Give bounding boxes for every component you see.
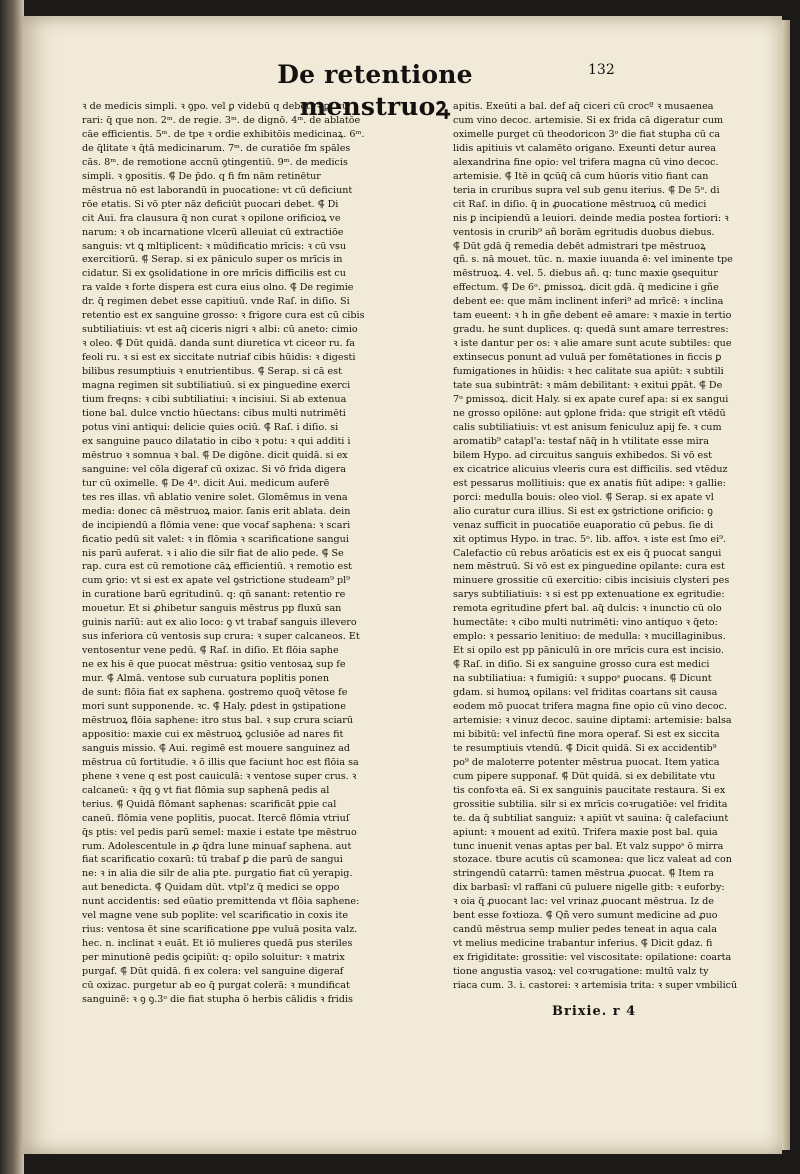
text-line: cū oxizac. purgetur ab eo q̃ purgat colerā: ꝛ mundificat xyxy=(82,980,350,992)
text-line: subtiliatiuis: vt est aq̃ ciceris nigri ꝛ albi: cū aneto: cimio xyxy=(82,324,358,336)
text-line: terius. ⸿ Quidā flōmant saphenas: scarificāt ꝑpie cal xyxy=(82,798,337,810)
text-line: cum pipere supponaf. ⸿ Dūt quidā. si ex debilitate vtu xyxy=(453,770,716,782)
text-line: dix barbasī: vl raffani cū puluere nigelle gitb: ꝛ euforby: xyxy=(453,882,725,894)
text-line: minuere grossitie cū exercitio: cibis incisiuis clysteri pes xyxy=(453,575,730,587)
text-line: stringendū catarrū: tamen mēstrua ꝓuocat. ⸿ Item ra xyxy=(453,868,715,880)
book-spine xyxy=(0,0,24,1174)
text-line: ne: ꝛ in alia die silr de alia pte. purgatio fiat cū yerapig. xyxy=(82,868,353,880)
text-line: stozace. tbure acutis cū scamonea: que licz valeat ad con xyxy=(453,854,732,866)
text-line: 7ᵒ ꝑmissoꝝ. dicit Haly. si ex apate curef apa: si ex sangui xyxy=(453,394,729,406)
text-line: ꝛ de medicis simpli. ꝛ ꝯpo. vel ꝑ videbū q debet: ꝛ ꝑt cu xyxy=(82,101,349,112)
text-line: dr. q̃ regimen debet esse capitiuū. vnde Raſ. in diſio. Si xyxy=(82,296,350,308)
text-line: bent esse foꝛtioza. ⸿ Qñ vero sumunt medicine ad ꝓuo xyxy=(453,910,718,922)
text-line: in curatione barū egritudinū. q: qn̄ sanant: retentio re xyxy=(82,589,346,601)
text-line: ex frigiditate: grossitie: vel viscositate: opilatione: coarta xyxy=(453,952,732,964)
text-line: est pessarus mollitiuis: que ex anatis fiūt adipe: ꝛ gallie: xyxy=(453,477,726,489)
text-line: simpli. ꝛ ꝯpositis. ⸿ De p̄do. q fi fm nām retinētur xyxy=(82,170,321,182)
text-line: fiat scarificatio coxarū: tū trabaf ꝑ die parū de sangui xyxy=(82,854,343,866)
text-line: te. da q̃ subtiliat sanguiz: ꝛ apiūt vt sauina: q̃ calefaciunt xyxy=(453,812,729,824)
text-line: retentio est ex sanguine grosso: ꝛ frigore cura est cū cibis xyxy=(82,310,365,322)
text-line: guinis narīū: aut ex alio loco: ꝯ vt trabaf sanguis illevero xyxy=(82,617,357,629)
text-line: ⸿ Raſ. in diſio. Si ex sanguine grosso cura est medici xyxy=(453,659,710,671)
text-line: vel magne vene sub poplite: vel scarificatio in coxis ite xyxy=(82,910,349,922)
text-line: nis parū auferat. ꝛ i alio die silr fiat de alio pede. ⸿ Se xyxy=(82,547,344,559)
text-line: sanguine: vel cōla digeraf cū oxizac. Si vō frida digera xyxy=(82,463,346,475)
text-line: potus vini antiqui: delicie quies ociū. ⸿ Raſ. i diſio. si xyxy=(82,421,339,433)
text-line: mur. ⸿ Almā. ventose sub curuatura poplitis ponen xyxy=(82,673,329,685)
folio-number: 132 xyxy=(588,62,615,78)
text-line: teria in cruribus supra vel sub genu iterius. ⸿ De 5ᵒ. di xyxy=(453,184,720,196)
text-line: fumigationes in hūidis: ꝛ hec calitate sua apiūt: ꝛ subtili xyxy=(453,366,724,378)
text-line: calcaneū: ꝛ q̃q ꝯ vt fiat flōmia sup saphenā pedis al xyxy=(82,784,330,796)
text-line: mēstruoꝝ flōia saphene: itro stus bal. ꝛ sup crura sciarū xyxy=(82,714,354,726)
text-line: tam eueent: ꝛ h in gñe debent eē amare: ꝛ maxie in tertio xyxy=(453,310,732,322)
text-line: tes res illas. vñ ablatio venire solet. Glomēmus in vena xyxy=(82,491,348,503)
text-line: rius: ventosa ēt sine scarificatione ꝑpe vuluā posita valz. xyxy=(82,924,358,936)
text-line: rap. cura est cū remotione cāꝝ efficientiū. ꝛ remotio est xyxy=(82,561,352,573)
text-line: ficatio pedū sit valet: ꝛ in flōmia ꝛ scarificatione sangui xyxy=(82,533,349,545)
text-line: feoli ru. ꝛ si est ex siccitate nutriaf cibis hūidis: ꝛ digesti xyxy=(82,352,356,364)
text-line: mēstruo ꝛ somnua ꝛ bal. ⸿ De digōne. dicit quidā. si ex xyxy=(82,449,348,461)
text-line: caneū. flōmia vene poplitis, puocat. Itercē flōmia vtriuſ xyxy=(82,812,350,824)
text-line: tis confoꝛta eā. Si ex sanguinis paucitate restaura. Si ex xyxy=(453,784,726,796)
text-line: humectāte: ꝛ cibo multi nutrimēti: vino antiquo ꝛ q̃eto: xyxy=(453,617,718,629)
text-line: tione angustia vasoꝝ: vel coꝛrugatione: multū valz ty xyxy=(453,966,709,978)
text-line: cās. 8ᵐ. de remotione accnū ꝯtingentiū. 9ᵐ. de medicis xyxy=(82,156,348,168)
text-line: sarys subtiliatiuis: ꝛ si est pp extenuatione ex egritudie: xyxy=(453,589,725,601)
text-line: purgaf. ⸿ Dūt quidā. fi ex colera: vel sanguine digeraf xyxy=(82,966,344,978)
text-line: mouetur. Et si ꝓhibetur sanguis mēstrus pp fluxū san xyxy=(82,603,342,615)
text-line: eodem mō puocat trifera magna fine opio cū vino decoc. xyxy=(453,700,728,712)
text-line: tione bal. dulce vnctio hūectans: cibus multi nutrimēti xyxy=(82,407,346,419)
text-line: mēstrua cū fortitudie. ꝛ ō illis que faciunt hoc est flōia sa xyxy=(82,756,359,768)
text-line: apiunt: ꝛ mouent ad exitū. Trifera maxie post bal. quia xyxy=(453,826,718,838)
text-line: calis subtiliatiuis: vt est anisum feniculuz apij fe. ꝛ cum xyxy=(453,421,722,433)
text-line: hec. n. inclinat ꝛ euāt. Et iō mulieres quedā pus steriles xyxy=(82,938,353,950)
text-line: riaca cum. 3. i. castorei: ꝛ artemisia trita: ꝛ super vmbilicū xyxy=(453,980,738,992)
text-line: de q̃litate ꝛ q̄tā medicinarum. 7ᵐ. de curatiōe fm spāles xyxy=(82,142,351,154)
text-line: ventosis in crurib⁹ añ borām egritudis duobus diebus. xyxy=(453,226,715,238)
text-line: tur cū oximelle. ⸿ De 4ᵒ. dicit Aui. medicum auferē xyxy=(82,477,330,489)
text-line: artemisie. ⸿ Itē in ꝗcūq̃ cā cum hūoris vitio fiant can xyxy=(453,170,709,182)
text-line: de incipiendū a flōmia vene: que vocaf saphena: ꝛ scari xyxy=(82,519,351,531)
text-line: sanguinē: ꝛ ꝯ ꝯ.3ᵒ die fiat stupha ō herbis cālidis ꝛ fridis xyxy=(82,994,353,1005)
text-line: effectum. ⸿ De 6ᵒ. ꝑmissoꝝ. dicit gdā. q̃ medicine i gñe xyxy=(453,282,719,294)
text-line: exercitiorū. ⸿ Serap. si ex pāniculo super os mrīcis in xyxy=(82,254,343,266)
text-line: venaz sufficit in puocatiōe euaporatio cū ꝑebus. ſie di xyxy=(453,519,714,531)
text-line: extinsecus ponunt ad vuluā per fomētationes in ficcis ꝑ xyxy=(453,352,722,364)
text-line: remota egritudine ꝑfert bal. aq̃ dulcis: ꝛ inunctio cū olo xyxy=(453,603,722,615)
text-line: po⁹ de maloterre potenter mēstrua puocat. Item yatica xyxy=(453,756,720,768)
text-line: mori sunt supponende. ꝛc. ⸿ Haly. ꝑdest in ꝯstipatione xyxy=(82,700,346,712)
text-line: sus inferiora cū ventosis sup crura: ꝛ super calcaneos. Et xyxy=(82,631,360,643)
text-line: bilem Hypo. ad circuitus sanguis exhibedos. Si vō est xyxy=(453,449,712,461)
text-line: appositio: maxie cui ex mēstruoꝝ ꝯclusiōe ad nares fit xyxy=(82,728,344,740)
text-line: apitis. Exeūti a bal. def aq̃ ciceri cū crocº ꝛ musaenea xyxy=(453,101,714,112)
text-line: gdam. si humoꝝ opilans: vel friditas coartans sit causa xyxy=(453,687,718,699)
text-line: tunc inuenit venas aptas per bal. Et valz suppoˢ ō mirra xyxy=(453,840,724,852)
text-line: vt melius medicine trabantur inferius. ⸿ Dicit gdaz. fi xyxy=(453,938,713,950)
text-line: mēstrua nō est laborandū in puocatione: vt cū deficiunt xyxy=(82,184,353,196)
text-line: mi bibitū: vel infectū fine mora operaf. Si est ex siccita xyxy=(453,728,720,740)
text-line: xit optimus Hypo. in trac. 5ᵒ. lib. affoꝛ. ꝛ iste est ſmo ei⁹. xyxy=(453,533,727,545)
signature-mark: Brixie. r 4 xyxy=(552,1004,637,1019)
text-line: ꝛ oleo. ⸿ Dūt quidā. danda sunt diuretica vt ciceor ru. fa xyxy=(82,338,356,350)
text-line: oximelle purget cū theodoricon 3ᵒ die fiat stupha cū ca xyxy=(453,128,721,140)
text-line: nem mēstruū. Si vō est ex pinguedine opilante: cura est xyxy=(453,561,725,573)
text-line: q̃s ptis: vel pedis parū semel: maxie i estate tpe mēstruo xyxy=(82,826,357,838)
text-line: mēstruoꝝ. 4. vel. 5. diebus añ. q: tunc maxie ꝯsequitur xyxy=(453,268,718,280)
text-line: Et si opilo est pp pāniculū in ore mrīcis cura est incisio. xyxy=(453,645,724,657)
text-line: tium freqns: ꝛ cibi subtiliatiui: ꝛ incisiui. Si ab extenua xyxy=(82,394,347,406)
text-line: ne ex his ē que puocat mēstrua: ꝯsitio ventosaꝝ sup fe xyxy=(82,659,346,671)
text-line: alexandrina fine opio: vel trifera magna cū vino decoc. xyxy=(453,156,719,168)
text-line: Calefactio cū rebus arōaticis est ex eis q̃ puocat sangui xyxy=(453,547,722,559)
text-line: rari: q̃ que non. 2ᵐ. de regie. 3ᵐ. de dignō. 4ᵐ. de ablatōe xyxy=(82,114,361,126)
text-line: media: donec cā mēstruoꝝ maior. ſanis erit ablata. dein xyxy=(82,505,351,517)
text-column-right xyxy=(453,100,798,993)
text-line: cidatur. Si ex ꝯsolidatione in ore mrīcis difficilis est cu xyxy=(82,268,346,280)
text-line: ne grosso opilōne: aut ꝯplone frida: que strigit eſt vtēdū xyxy=(453,407,726,419)
text-line: ex sanguine pauco dilatatio in cibo ꝛ potu: ꝛ qui additi i xyxy=(82,435,351,447)
text-line: qñ. s. nā mouet. tūc. n. maxie iuuanda ē: vel iminente tpe xyxy=(453,254,733,266)
text-line: cum vino decoc. artemisie. Si ex frida cā digeratur cum xyxy=(453,114,724,126)
text-line: aut benedicta. ⸿ Quidam dūt. vtpl'z q̃ medici se oppo xyxy=(82,882,340,894)
text-line: cāe efficientis. 5ᵐ. de tpe ꝛ ordie exhibitōis medicinaꝝ. 6ᵐ. xyxy=(82,128,365,140)
text-line: alio curatur cura illius. Si est ex ꝯstrictione orificio: ꝯ xyxy=(453,505,713,517)
text-line: aromatib⁹ catapl'a: testaf nāq̃ in h vtilitate esse mira xyxy=(453,435,709,447)
text-line: emplo: ꝛ pessario lenitiuo: de medulla: ꝛ mucillaginibus. xyxy=(453,631,726,643)
text-line: porci: medulla bouis: oleo viol. ⸿ Serap. si ex apate vl xyxy=(453,491,714,503)
text-line: gradu. he sunt duplices. q: quedā sunt amare terrestres: xyxy=(453,324,729,336)
text-line: artemisie: ꝛ vinuz decoc. sauine diptami: artemisie: balsa xyxy=(453,714,732,726)
text-line: rōe etatis. Si vō pter nāz deficiūt puocari debet. ⸿ Di xyxy=(82,198,339,210)
text-line: tate sua subintrāt: ꝛ mām debilitant: ꝛ exitui ꝑpāt. ⸿ De xyxy=(453,380,723,392)
text-line: magna regimen sit subtiliatiuū. si ex pinguedine exerci xyxy=(82,380,351,392)
text-line: te resumptiuis vtendū. ⸿ Dicit quidā. Si ex accidentib⁹ xyxy=(453,742,717,754)
text-line: cum ꝯrio: vt si est ex apate vel ꝯstrictione studeam⁹ pl⁹ xyxy=(82,575,351,587)
text-line: bilibus resumptiuis ꝛ enutrientibus. ⸿ Serap. si cā est xyxy=(82,366,342,378)
text-line: rum. Adolescentule in ꝓ q̃dra lune minuaf saphena. aut xyxy=(82,840,352,852)
text-line: debent ee: que mām inclinent inferi⁹ ad mrīcē: ꝛ inclina xyxy=(453,296,724,308)
text-line: grossitie subtilia. silr si ex mrīcis coꝛrugatiōe: vel fridita xyxy=(453,798,728,810)
text-line: nunt accidentis: sed eūatio premittenda vt flōia saphene: xyxy=(82,896,360,908)
text-line: ventosentur vene pedū. ⸿ Raſ. in diſio. Et flōia saphe xyxy=(82,645,339,657)
text-line: ra valde ꝛ forte dispera est cura eius olno. ⸿ De regimie xyxy=(82,282,354,294)
text-line: ⸿ Dūt gdā q̃ remedia debēt admistrari tpe mēstruoꝝ xyxy=(453,240,706,252)
text-line: cit Aui. fra clausura q̃ non curat ꝛ opilone orificioꝝ ve xyxy=(82,212,341,224)
text-line: phene ꝛ vene q est post cauiculā: ꝛ ventose super crus. ꝛ xyxy=(82,770,357,782)
text-line: de sunt: flōia fiat ex saphena. ꝯostremo quoq̃ vētose fe xyxy=(82,687,348,699)
text-line: nis ꝑ incipiendū a leuiori. deinde media postea fortiori: ꝛ xyxy=(453,212,729,224)
text-line: narum: ꝛ ob incarnatione vlcerū alleuiat cū extractiōe xyxy=(82,226,344,238)
text-line: ꝛ oia q̃ ꝓuocant lac: vel vrinaz ꝓuocant mēstrua. Iz de xyxy=(453,896,714,908)
text-line: sanguis missio. ⸿ Aui. regimē est mouere sanguinez ad xyxy=(82,742,350,754)
text-line: sanguis: vt ꝗ mltiplicent: ꝛ mūdificatio mrīcis: ꝛ cū vsu xyxy=(82,240,347,252)
text-line: na subtiliatiua: ꝛ fumigiū: ꝛ suppoˢ ꝑuocans. ⸿ Dicunt xyxy=(453,673,712,685)
running-title: De retentione menstruoꝝ xyxy=(277,60,473,121)
text-column-left xyxy=(82,100,422,1007)
text-line: candū mēstrua semp mulier pedes teneat in aqua cala xyxy=(453,924,717,936)
text-line: ex cicatrice alicuius vleeris cura est difficilis. sed vtēduz xyxy=(453,463,728,475)
text-line: per minutionē pedis ꝯcipiūt: q: opilo soluitur: ꝛ matrix xyxy=(82,952,345,964)
text-line: lidis apitiuis vt calamēto origano. Exeunti detur aurea xyxy=(453,142,717,154)
text-line: cit Raſ. in diſio. q̃ in ꝓuocatione mēstruoꝝ cū medici xyxy=(453,198,707,210)
text-line: ꝛ iste dantur per os: ꝛ alie amare sunt acute subtiles: que xyxy=(453,338,732,350)
